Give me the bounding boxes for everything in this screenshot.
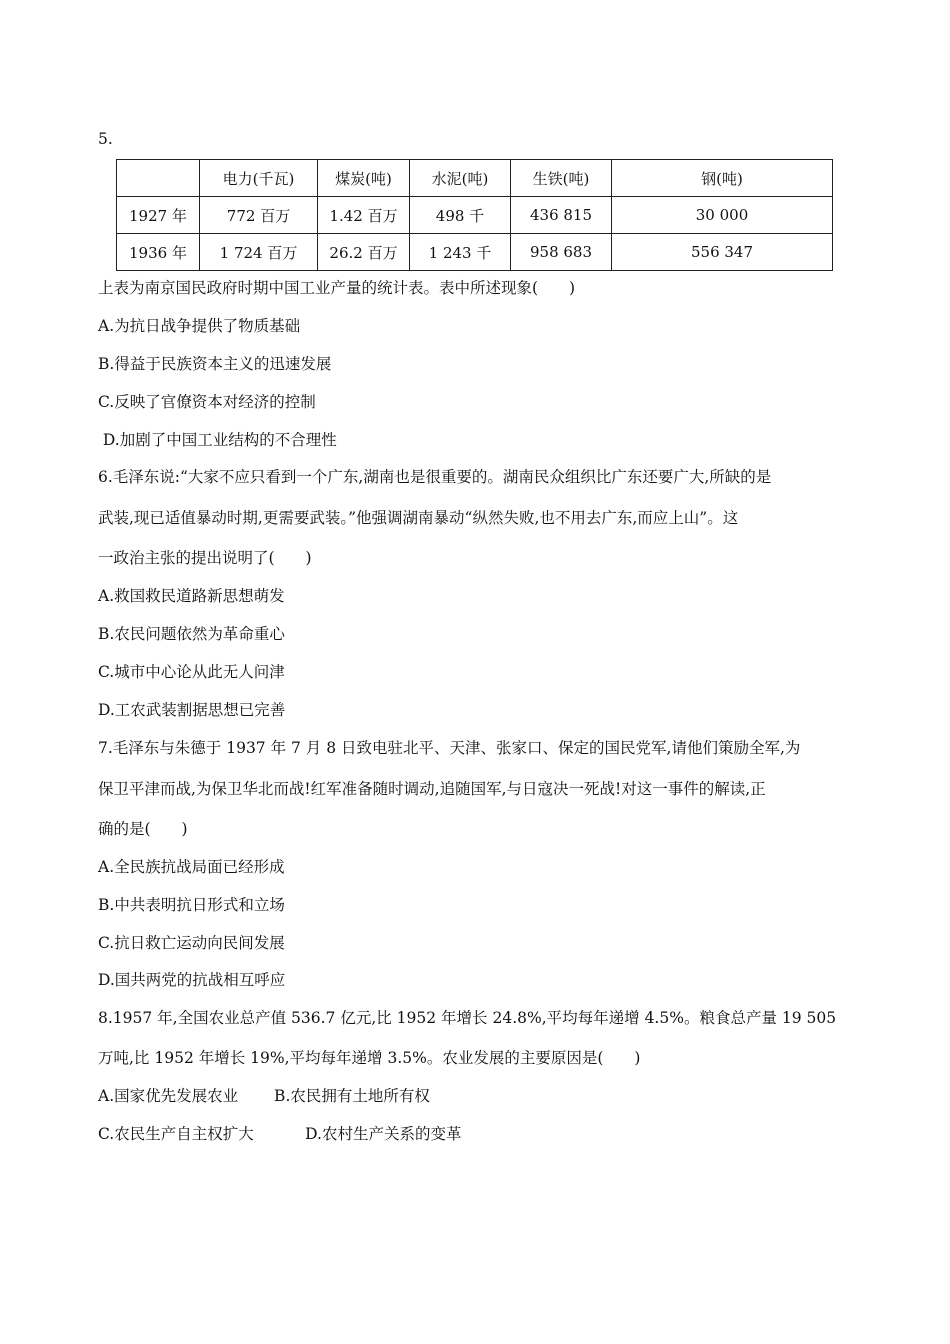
industry-output-table [116, 159, 833, 271]
table-header-cell: 电力(千瓦) [200, 160, 318, 197]
question-5-option-a: A.为抗日战争提供了物质基础 [98, 317, 301, 335]
question-6-stem-line: 一政治主张的提出说明了( ) [98, 549, 312, 567]
table-header-cell [117, 160, 200, 197]
table-row [117, 234, 833, 271]
question-6-stem-line: 武装,现已适值暴动时期,更需要武装。”他强调湖南暴动“纵然失败,也不用去广东,而应上山”。这 [98, 509, 739, 527]
question-5-number: 5. [98, 130, 113, 148]
question-8-stem-line: 8.1957 年,全国农业总产值 536.7 亿元,比 1952 年增长 24.8%,平均每年递增 4.5%。粮食总产量 19 505 [98, 1009, 837, 1027]
question-6-option-b: B.农民问题依然为革命重心 [98, 625, 285, 643]
question-6-option-d: D.工农武装割据思想已完善 [98, 701, 286, 719]
table-header-cell: 钢(吨) [612, 160, 833, 197]
table-cell: 1936 年 [117, 234, 200, 271]
question-7-option-c: C.抗日救亡运动向民间发展 [98, 934, 285, 952]
table-cell: 30 000 [612, 197, 833, 234]
question-5-option-c: C.反映了官僚资本对经济的控制 [98, 393, 316, 411]
question-5-option-d: D.加剧了中国工业结构的不合理性 [98, 431, 337, 449]
question-6-option-a: A.救国救民道路新思想萌发 [98, 587, 285, 605]
question-7-option-d: D.国共两党的抗战相互呼应 [98, 971, 286, 989]
table-cell: 498 千 [410, 197, 511, 234]
question-7-option-b: B.中共表明抗日形式和立场 [98, 896, 285, 914]
table-cell: 1.42 百万 [318, 197, 410, 234]
table-header-cell: 煤炭(吨) [318, 160, 410, 197]
table-cell: 1 243 千 [410, 234, 511, 271]
table-cell: 556 347 [612, 234, 833, 271]
question-7-stem-line: 保卫平津而战,为保卫华北而战!红军准备随时调动,追随国军,与日寇决一死战!对这一事件的解读,正 [98, 780, 766, 798]
table-row [117, 197, 833, 234]
question-7-stem-line: 确的是( ) [98, 820, 188, 838]
question-7-stem-line: 7.毛泽东与朱德于 1937 年 7 月 8 日致电驻北平、天津、张家口、保定的国民党军,请他们策励全军,为 [98, 739, 801, 757]
question-8-option-row: C.农民生产自主权扩大 D.农村生产关系的变革 [98, 1125, 462, 1143]
table-header-cell: 生铁(吨) [511, 160, 612, 197]
table-cell: 1927 年 [117, 197, 200, 234]
table-cell: 436 815 [511, 197, 612, 234]
question-8-option-row: A.国家优先发展农业 B.农民拥有土地所有权 [98, 1087, 430, 1105]
table-cell: 1 724 百万 [200, 234, 318, 271]
table-header-cell: 水泥(吨) [410, 160, 511, 197]
question-8-stem-line: 万吨,比 1952 年增长 19%,平均每年递增 3.5%。农业发展的主要原因是( ) [98, 1049, 641, 1067]
question-6-stem-line: 6.毛泽东说:“大家不应只看到一个广东,湖南也是很重要的。湖南民众组织比广东还要广大,所缺的是 [98, 468, 772, 486]
table-cell: 772 百万 [200, 197, 318, 234]
question-7-option-a: A.全民族抗战局面已经形成 [98, 858, 285, 876]
table-cell: 958 683 [511, 234, 612, 271]
table-cell: 26.2 百万 [318, 234, 410, 271]
question-5-stem: 上表为南京国民政府时期中国工业产量的统计表。表中所述现象( ) [98, 279, 576, 297]
table-header-row [117, 160, 833, 197]
question-5-option-b: B.得益于民族资本主义的迅速发展 [98, 355, 332, 373]
question-6-option-c: C.城市中心论从此无人问津 [98, 663, 285, 681]
